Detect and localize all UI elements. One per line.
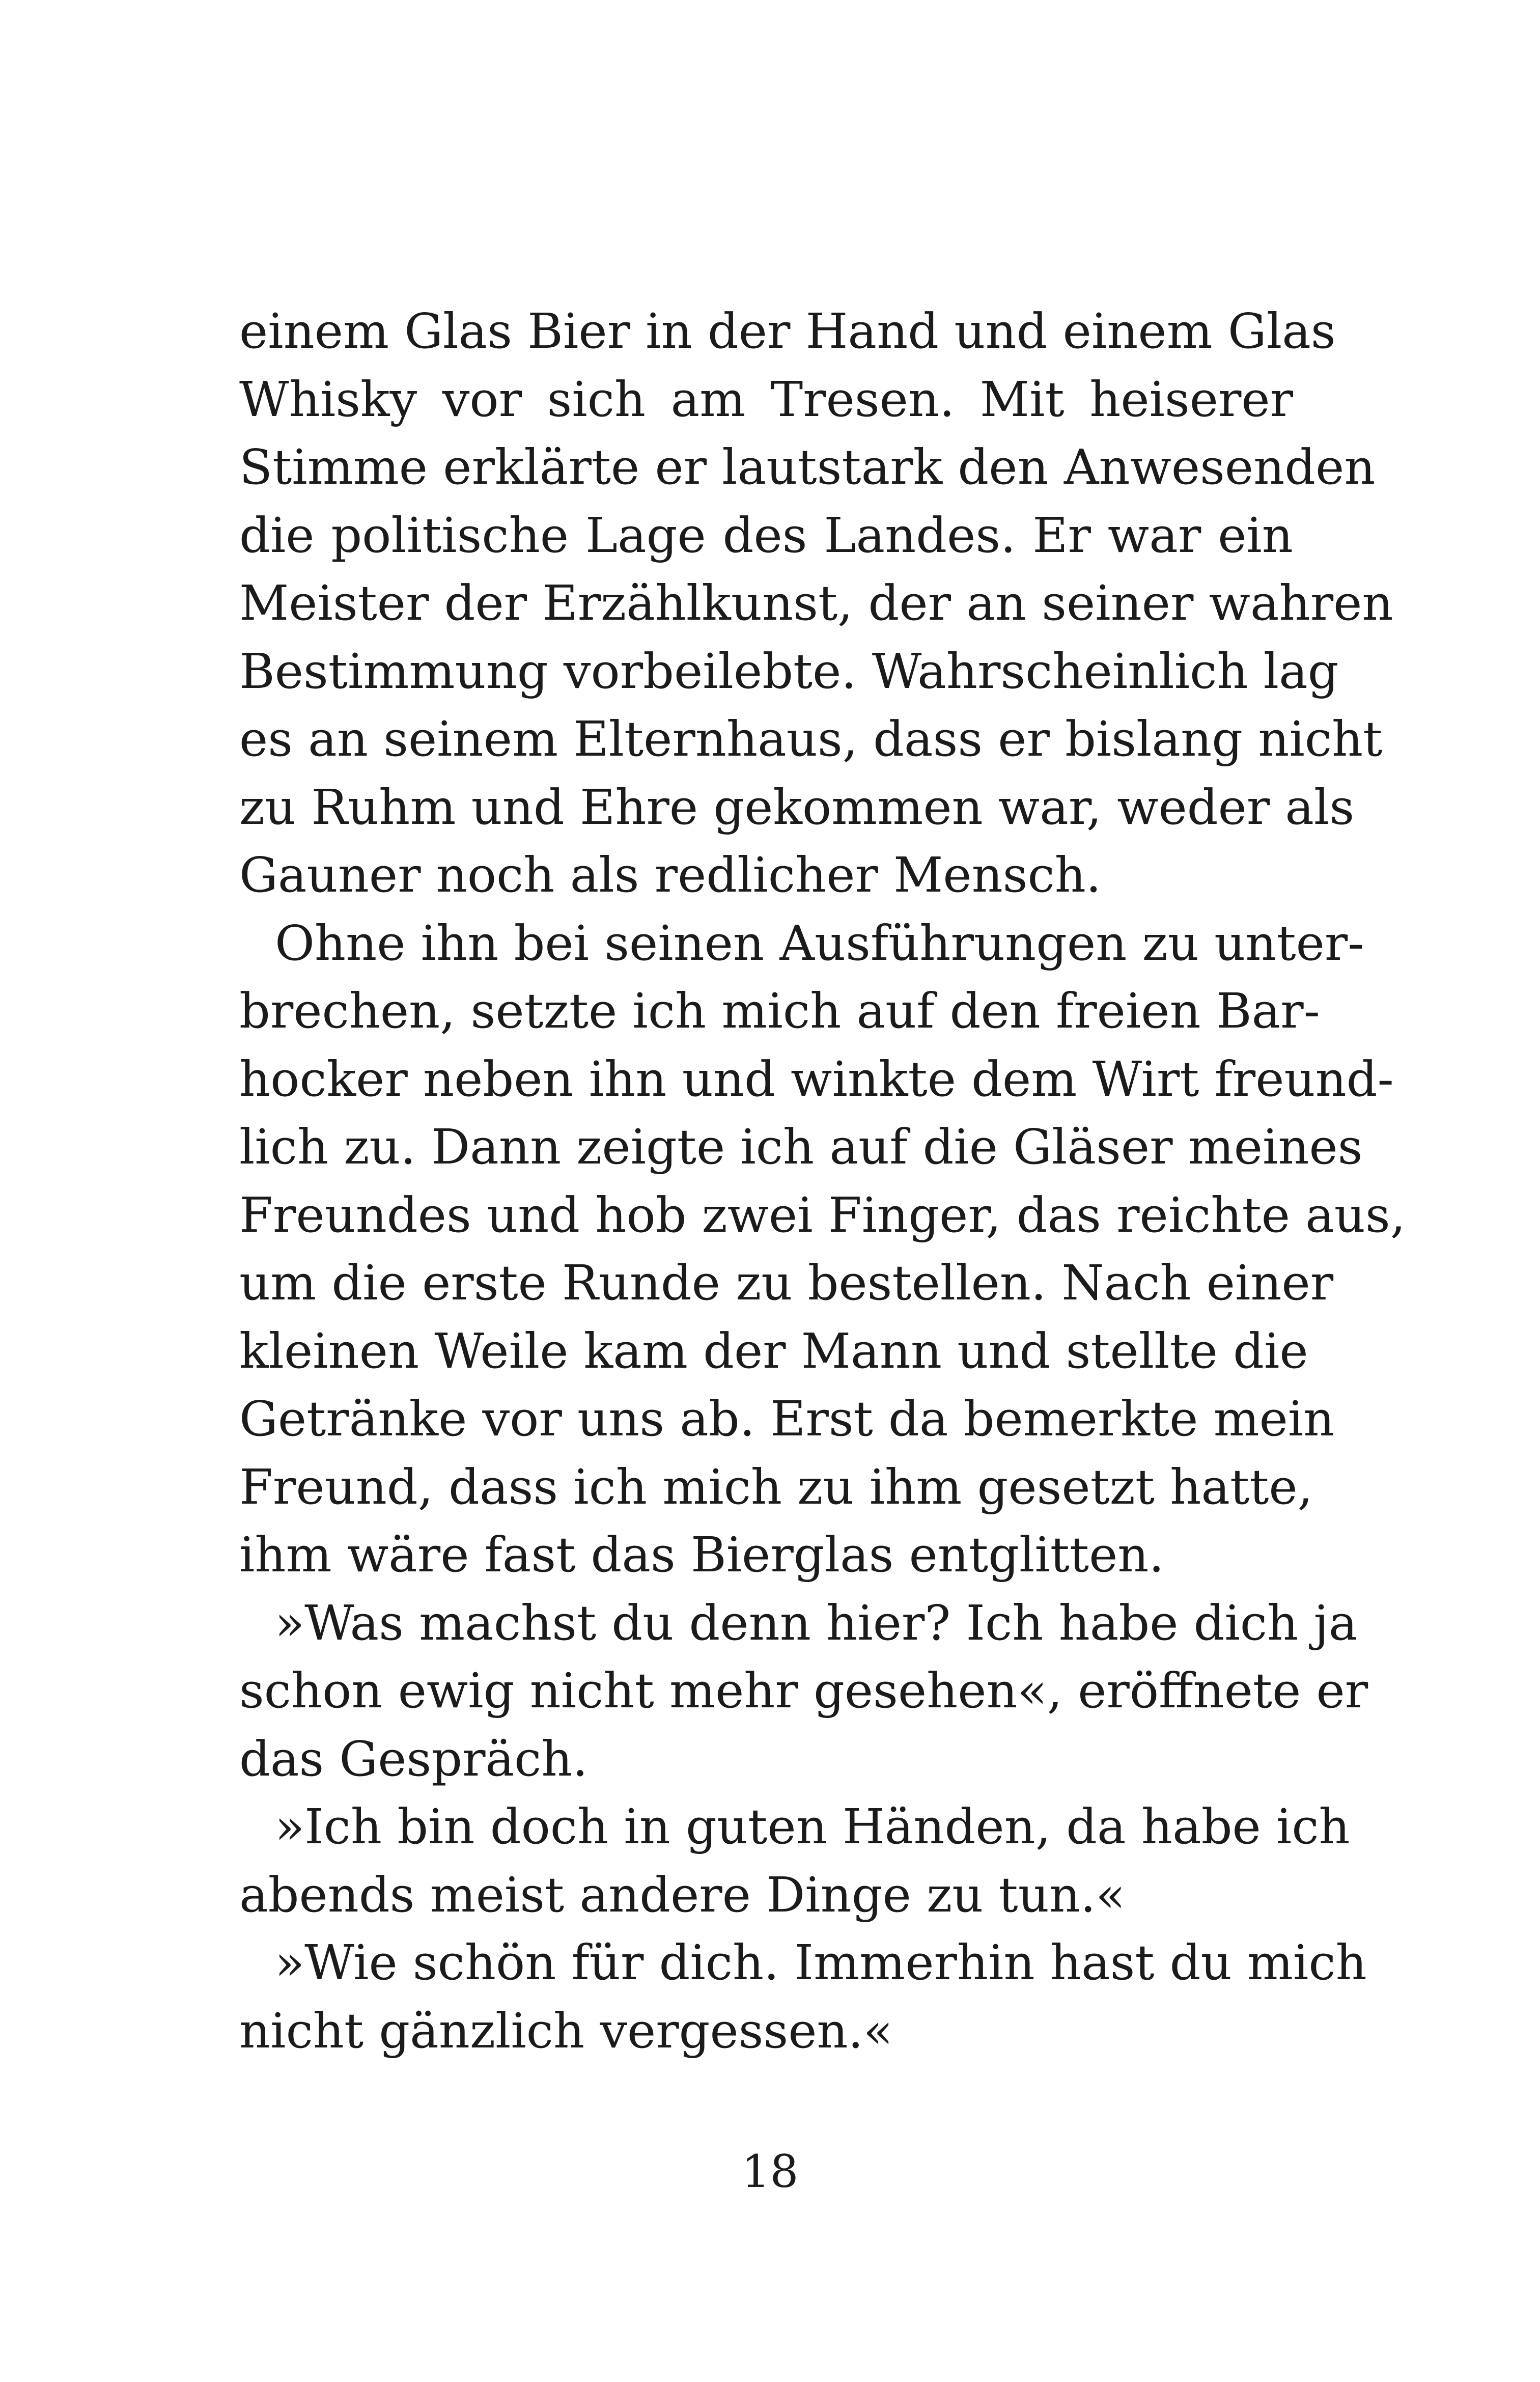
text-line: das Gespräch.	[239, 1731, 588, 1787]
text-line: schon ewig nicht mehr gesehen«, eröffnete er	[239, 1663, 1368, 1719]
text-line: Freundes und hob zwei Finger, das reichte aus,	[239, 1187, 1406, 1243]
body-text	[239, 298, 1406, 2065]
text-line: Ohne ihn bei seinen Ausführungen zu unter-	[275, 915, 1364, 972]
text-line: es an seinem Elternhaus, dass er bislang nicht	[239, 711, 1383, 767]
text-line: lich zu. Dann zeigte ich auf die Gläser meines	[239, 1119, 1363, 1175]
text-line: Stimme erklärte er lautstark den Anwesenden	[239, 439, 1376, 495]
text-line: Meister der Erzählkunst, der an seiner wahren	[239, 575, 1393, 631]
text-line: Whisky vor sich am Tresen. Mit heiserer	[239, 371, 1293, 428]
text-line: um die erste Runde zu bestellen. Nach einer	[239, 1255, 1334, 1311]
text-line: einem Glas Bier in der Hand und einem Glas	[239, 303, 1336, 359]
text-line: »Wie schön für dich. Immerhin hast du mich	[275, 1935, 1367, 1991]
page-number: 18	[741, 2145, 799, 2198]
text-line: nicht gänzlich vergessen.«	[239, 2003, 893, 2059]
text-line: ihm wäre fast das Bierglas entglitten.	[239, 1527, 1164, 1583]
text-line: Bestimmung vorbeilebte. Wahrscheinlich lag	[239, 643, 1339, 700]
text-line: Getränke vor uns ab. Erst da bemerkte mein	[239, 1391, 1335, 1447]
text-line: »Ich bin doch in guten Händen, da habe ich	[275, 1799, 1350, 1855]
text-line: die politische Lage des Landes. Er war ein	[239, 507, 1293, 564]
text-line: zu Ruhm und Ehre gekommen war, weder als	[239, 779, 1355, 836]
text-line: abends meist andere Dinge zu tun.«	[239, 1867, 1126, 1923]
text-line: Freund, dass ich mich zu ihm gesetzt hatte,	[239, 1459, 1313, 1515]
text-line: brechen, setzte ich mich auf den freien Bar-	[239, 983, 1320, 1039]
text-line: »Was machst du denn hier? Ich habe dich ja	[275, 1595, 1358, 1651]
text-line: kleinen Weile kam der Mann und stellte die	[239, 1323, 1308, 1379]
text-line: Gauner noch als redlicher Mensch.	[239, 847, 1102, 903]
text-line: hocker neben ihn und winkte dem Wirt freund-	[239, 1051, 1394, 1107]
